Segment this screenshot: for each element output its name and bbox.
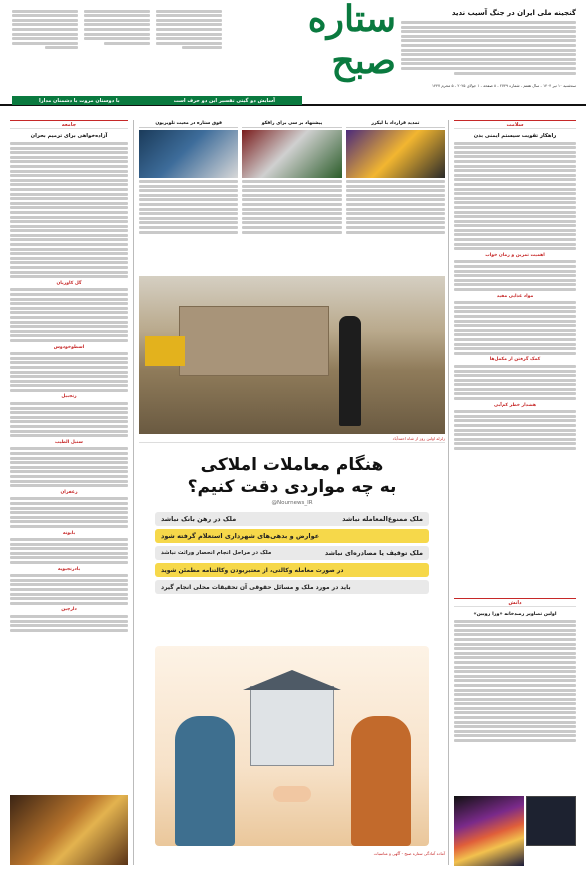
section-header-society: جامعه (10, 120, 128, 129)
ad-rows (139, 512, 445, 594)
main-photo-excavator (145, 336, 185, 366)
column-divider (133, 120, 134, 865)
sports-right-title: تمدید قرارداد با لیکرز (346, 120, 445, 128)
sports-strip (139, 120, 445, 272)
sports-story-left (139, 120, 238, 272)
newspaper-logo-text: ستاره صبح (307, 0, 396, 82)
ad-row-3 (155, 546, 429, 560)
sports-mid-title: پیشنهاد بر سی برای رافکو (242, 120, 341, 128)
ad-house-roof (243, 670, 341, 690)
masthead-info (12, 8, 222, 82)
knowledge-column (454, 598, 576, 866)
masthead-info-col2 (84, 8, 150, 82)
real-estate-ad (139, 446, 445, 856)
issue-line: سه‌شنبه ۱۰ تیر ۱۴۰۴ - سال هفتم - شماره ۲۷۴۹ - ۸ صفحه - ۱ جولای ۲۰۲۵ - ۵ محرم ۱۴۴۷ (431, 83, 576, 88)
ad-row-1-right: ملک ممنوع‌المعامله نباشد (342, 515, 423, 523)
health-headline: راهکار تقویت سیستم ایمنی بدن (473, 133, 557, 139)
ad-row-2-right: عوارض و بدهی‌های شهرداری استعلام گرفته شود (161, 532, 320, 540)
health-subhead-3: کمک گرفتن از مکمل‌ها (489, 357, 541, 363)
section-header-knowledge: دانش (454, 598, 576, 607)
main-photo-person (339, 316, 361, 426)
health-subhead-2: مواد غذایی مفید (496, 293, 534, 299)
society-subhead-1: گل کاوزبان (56, 280, 82, 286)
sports-story-mid (242, 120, 341, 272)
section-header-health: سلامت (454, 120, 576, 129)
newspaper-logo (236, 0, 396, 82)
sports-story-right (346, 120, 445, 272)
column-divider-right (448, 120, 449, 865)
tea-photo (10, 795, 128, 865)
observatory-photo-inset (526, 796, 576, 846)
main-photo (139, 276, 445, 434)
masthead (0, 0, 586, 106)
health-subhead-1: اهمیت تمرین و زمان خواب (485, 252, 545, 258)
knowledge-headline: اولین تصاویر رصدخانه «ورا روبین» (473, 612, 557, 617)
slogan-text: آسایش دو گیتی تفسیر این دو حرف است (173, 97, 275, 104)
ad-row-3-right: ملک توقیف یا مصادره‌ای نباشد (324, 549, 423, 557)
main-photo-caption: زلزله اولین روز از شاه احمدآباد (139, 436, 445, 443)
masthead-info-col1 (156, 8, 222, 82)
ad-person-right (351, 716, 411, 846)
ad-row-5-right: باید در مورد ملک و مسائل حقوقی آن تحقیقات محلی انجام گیرد (161, 583, 351, 591)
ad-row-3-left: ملک در مراحل انجام انحصار وراثت نباشد (161, 550, 272, 556)
ad-row-1-left: ملک در رهن بانک نباشد (161, 515, 237, 523)
society-body (10, 142, 128, 278)
main-photo-building (179, 306, 329, 376)
ad-row-2 (155, 529, 429, 543)
sports-left-photo (139, 130, 238, 178)
slogan-bar (12, 96, 302, 105)
society-subhead-6: بابونه (62, 530, 76, 536)
slogan-text-2: با دوستان مروت با دشمنان مدارا (39, 97, 120, 104)
masthead-lead (401, 8, 576, 76)
observatory-photo (454, 796, 524, 866)
society-subhead-2: اسطوخودوس (53, 344, 85, 350)
ad-handshake (273, 786, 311, 802)
society-column (10, 120, 128, 865)
society-subhead-3: زنجبیل (61, 394, 77, 400)
society-headline: آزاده‌خواهی برای ترمیم بحران (30, 133, 108, 139)
society-subhead-7: بادرنجبویه (57, 566, 81, 572)
sports-mid-photo (242, 130, 341, 178)
ad-handle: @Nournews_IR (271, 500, 313, 506)
ad-row-4-right: در صورت معامله وکالتی، از معتبربودن وکالتنامه مطمئن شوید (161, 566, 344, 574)
ad-house (250, 686, 334, 766)
ad-row-4 (155, 563, 429, 577)
ad-illustration (155, 646, 429, 846)
society-subhead-5: زعفران (60, 489, 78, 495)
ad-row-1 (155, 512, 429, 526)
ad-row-5 (155, 580, 429, 594)
sports-right-photo (346, 130, 445, 178)
society-subhead-8: دارچین (61, 607, 77, 613)
society-subhead-4: سنبل الطیب (55, 439, 83, 445)
ad-title-1: هنگام معاملات املاکی (200, 455, 384, 475)
ad-caption: آماده آمادگی ستاره صبح - آگهی و مناسبات (373, 851, 445, 856)
health-subhead-4: هشدار خطر کم‌آبی (494, 402, 536, 408)
health-column (454, 120, 576, 590)
sports-left-title: فوق ستاره در معیت تلویزیون (139, 120, 238, 128)
masthead-tagline: گنجینه ملی ایران در جنگ آسیب ندید (451, 9, 576, 17)
masthead-info-col3 (12, 8, 78, 82)
masthead-lead-text (401, 21, 576, 75)
ad-person-left (175, 716, 235, 846)
ad-title-2: به چه مواردی دقت کنیم؟ (187, 477, 397, 497)
